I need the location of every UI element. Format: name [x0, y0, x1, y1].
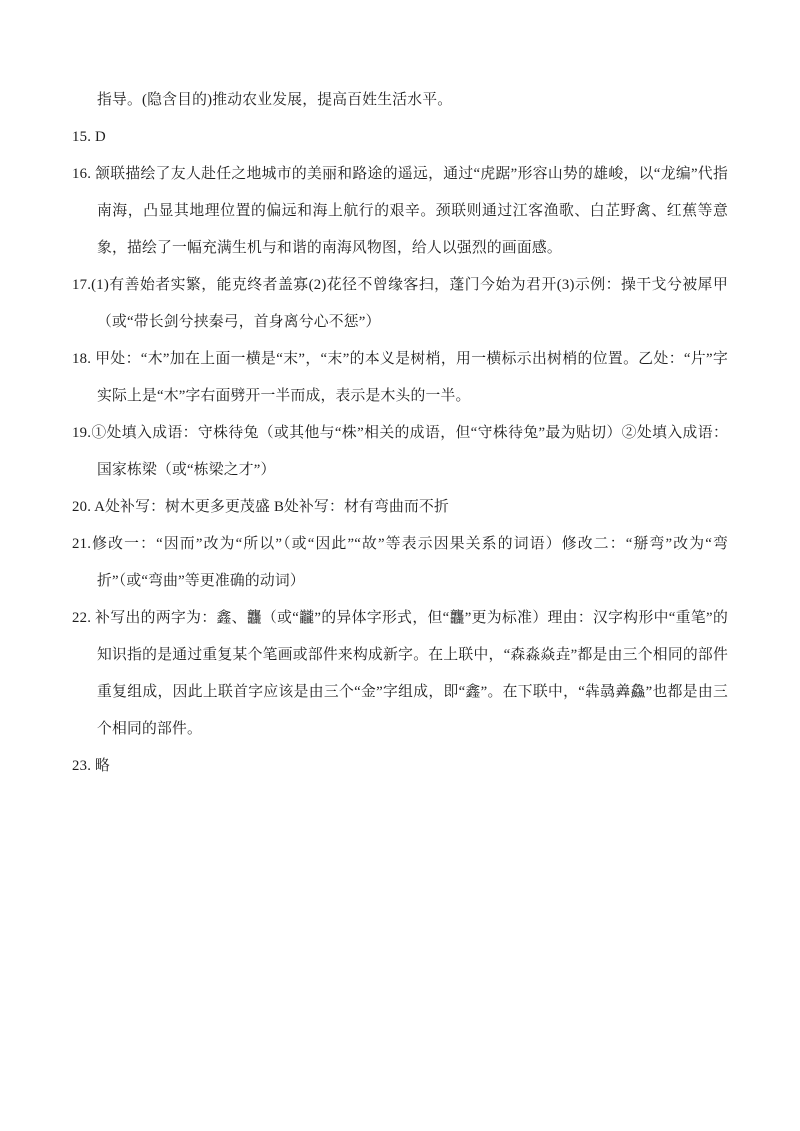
answer-item [72, 119, 728, 156]
item-number: 15. [72, 128, 95, 145]
answer-item [72, 526, 728, 600]
item-text: 颔联描绘了友人赴任之地城市的美丽和路途的遥远，通过“虎踞”形容山势的雄峻，以“龙编”代指南海，凸显其地理位置的偏远和海上航行的艰辛。颈联则通过江客渔歌、白芷野禽、红蕉等意象，描绘了一幅充满生机与和谐的南海风物图，给人以强烈的画面感。 [95, 165, 728, 256]
answer-item [72, 267, 728, 341]
item-number: 19. [72, 424, 92, 441]
item-number: 18. [72, 350, 96, 367]
item-text: 指导。(隐含目的)推动农业发展，提高百姓生活水平。 [97, 92, 453, 108]
item-number: 17. [72, 276, 92, 293]
item-number: 16. [72, 165, 96, 182]
answer-item [72, 415, 728, 489]
item-text: 略 [95, 757, 110, 774]
item-text: D [95, 128, 106, 145]
item-text: 补写出的两字为：鑫、龘（或“龖”的异体字形式，但“龘”更为标准）理由：汉字构形中“重笔”的知识指的是通过重复某个笔画或部件来构成新字。在上联中，“森淼焱垚”都是由三个相同的部件重复组成，因此上联首字应该是由三个“金”字组成，即“鑫”。在下联中，“犇骉羴鱻”也都是由三个相同的部件。 [95, 609, 728, 737]
answer-item [72, 156, 728, 267]
item-number: 20. [72, 498, 95, 515]
item-text: 甲处：“木”加在上面一横是“末”，“末”的本义是树梢，用一横标示出树梢的位置。乙处：“片”字实际上是“木”字右面劈开一半而成，表示是木头的一半。 [95, 350, 729, 404]
item-text: 修改一：“因而”改为“所以”（或“因此”“故”等表示因果关系的词语）修改二：“掰弯”改为“弯折”（或“弯曲”等更准确的动词） [91, 535, 728, 589]
answer-item [72, 489, 728, 526]
item-number: 22. [72, 609, 96, 626]
item-text: A处补写：树木更多更茂盛 B处补写：材有弯曲而不折 [94, 498, 449, 515]
answer-item [72, 600, 728, 748]
answer-item [72, 341, 728, 415]
item-number: 23. [72, 757, 95, 774]
item-text: ①处填入成语：守株待兔（或其他与“株”相关的成语，但“守株待兔”最为贴切）②处填入成语：国家栋梁（或“栋梁之才”） [91, 424, 728, 478]
answer-item [72, 748, 728, 785]
item-number: 21. [72, 535, 92, 552]
item-text: (1)有善始者实繁，能克终者盖寡(2)花径不曾缘客扫，蓬门今始为君开(3)示例：操干戈兮被犀甲（或“带长剑兮挟秦弓，首身离兮心不惩”） [91, 276, 728, 330]
answer-item [72, 82, 728, 119]
